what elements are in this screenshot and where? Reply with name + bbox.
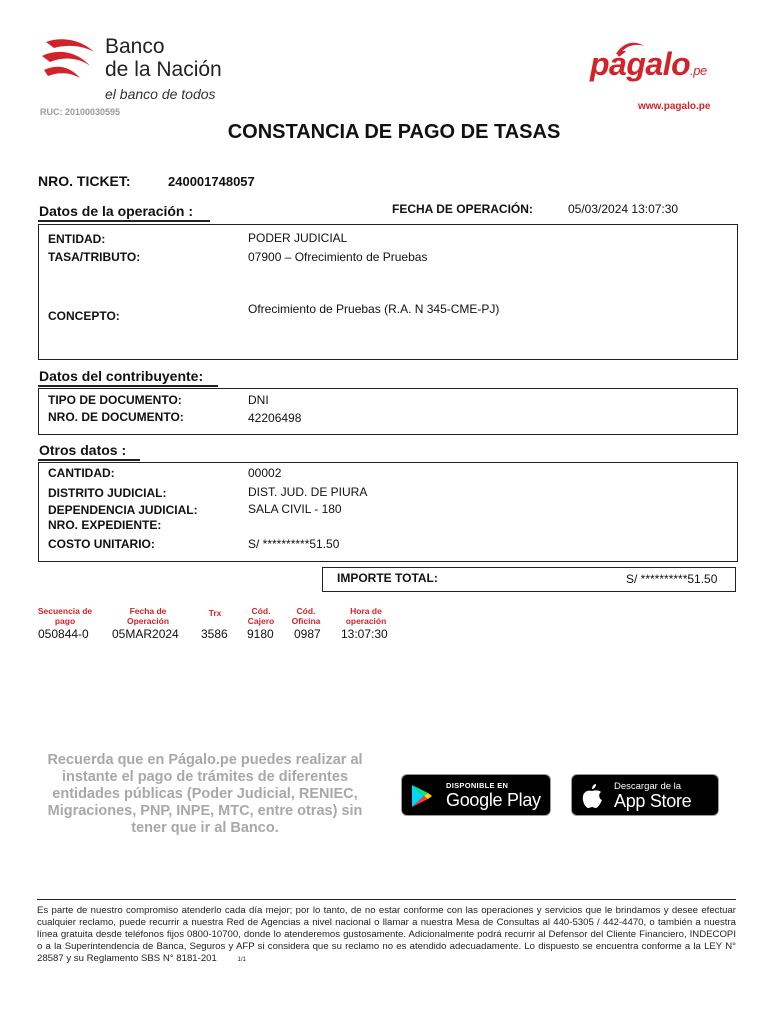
footer-disclaimer: Es parte de nuestro compromiso atenderlo cada día mejor; por lo tanto, de no estar conforme con las operaciones y servicios que le brindamos y desee efectuar cualquier reclamo, puede recurrir a nuestra Red de Agencias a nivel nacional o llamar a nuestra Mesa de Consultas al 440-5305 / 442-4470, o también a nuestra línea gratuita desde teléfonos fijos 0800-10700, donde lo atenderemos gustosamente. Adicionalmente podrá recurrir al Defensor del Cliente Financiero, INDECOPI o a la Superintendencia de Banca, Seguros y AFP si considera que su reclamo no es atendido adecuadamente. Lo dispuesto se encuentra conforme a la LEY N° 28587 y su Reglamento SBS N° 8181-201	[37, 905, 736, 964]
bank-slogan: el banco de todos	[105, 86, 216, 102]
pagalo-url-link[interactable]: www.pagalo.pe	[638, 101, 711, 112]
seq-header-oficina: Cód. Oficina	[291, 606, 321, 626]
concepto-label: CONCEPTO:	[48, 309, 120, 323]
apple-icon	[581, 783, 603, 809]
dependencia-label: DEPENDENCIA JUDICIAL:	[48, 503, 198, 517]
cantidad-value: 00002	[248, 466, 282, 480]
doc-type-label: TIPO DE DOCUMENTO:	[48, 393, 182, 407]
seq-header-secuencia: Secuencia de pago	[37, 606, 93, 626]
taxpayer-section-title: Datos del contribuyente:	[39, 368, 204, 384]
seq-value-hora: 13:07:30	[341, 627, 388, 641]
seq-header-trx: Trx	[208, 608, 222, 618]
footer-text	[37, 905, 736, 966]
page-number: 1/1	[237, 957, 246, 963]
google-play-small: DISPONIBLE EN	[446, 781, 509, 790]
total-value: S/ **********51.50	[626, 572, 718, 586]
ticket-number: 240001748057	[168, 174, 255, 189]
entidad-label: ENTIDAD:	[48, 232, 106, 246]
concepto-value: Ofrecimiento de Pruebas (R.A. N 345-CME-PJ)	[248, 302, 500, 316]
operation-box	[38, 224, 738, 360]
pagalo-brand: págalo	[590, 46, 691, 82]
promo-text: Recuerda que en Págalo.pe puedes realizar al instante el pago de trámites de diferentes entidades públicas (Poder Judicial, RENIEC, Migraciones, PNP, INPE, MTC, entre otras) sin tener que ir al Banco.	[47, 752, 363, 836]
tasa-label: TASA/TRIBUTO:	[48, 250, 141, 264]
ruc-text: RUC: 20100030595	[40, 107, 121, 117]
google-play-button[interactable]	[401, 774, 551, 816]
seq-header-cajero: Cód. Cajero	[247, 606, 275, 626]
costo-label: COSTO UNITARIO:	[48, 537, 155, 551]
doc-number-value: 42206498	[248, 411, 302, 425]
doc-type-value: DNI	[248, 393, 269, 407]
seq-value-cajero: 9180	[247, 627, 274, 641]
page-title: CONSTANCIA DE PAGO DE TASAS	[227, 121, 561, 143]
seq-value-trx: 3586	[201, 627, 228, 641]
distrito-label: DISTRITO JUDICIAL:	[48, 486, 167, 500]
entidad-value: PODER JUDICIAL	[248, 231, 348, 245]
footer-divider	[37, 899, 736, 900]
distrito-value: DIST. JUD. DE PIURA	[248, 485, 368, 499]
operation-section-title: Datos de la operación :	[39, 203, 194, 219]
taxpayer-section-underline	[38, 385, 218, 387]
cantidad-label: CANTIDAD:	[48, 466, 115, 480]
bank-name-line2: de la Nación	[105, 58, 222, 81]
doc-number-label: NRO. DE DOCUMENTO:	[48, 410, 184, 424]
google-play-icon	[411, 784, 433, 808]
bank-logo-mark-icon	[40, 36, 100, 82]
seq-header-fecha: Fecha de Operación	[126, 606, 170, 626]
seq-value-secuencia: 050844-0	[38, 627, 89, 641]
seq-value-fecha: 05MAR2024	[112, 627, 179, 641]
costo-value: S/ **********51.50	[248, 537, 340, 551]
app-store-small: Descargar de la	[614, 781, 682, 792]
operation-date-label: FECHA DE OPERACIÓN:	[392, 202, 533, 216]
other-section-underline	[38, 459, 140, 461]
tasa-value: 07900 – Ofrecimiento de Pruebas	[248, 250, 428, 264]
app-store-big: App Store	[614, 791, 692, 811]
ticket-label: NRO. TICKET:	[38, 173, 131, 189]
operation-date-value: 05/03/2024 13:07:30	[568, 202, 679, 216]
other-section-title: Otros datos :	[39, 442, 127, 458]
dependencia-value: SALA CIVIL - 180	[248, 502, 342, 516]
bank-name-line1: Banco	[105, 35, 165, 58]
operation-section-underline	[38, 220, 210, 222]
total-label: IMPORTE TOTAL:	[337, 571, 438, 585]
expediente-label: NRO. EXPEDIENTE:	[48, 518, 162, 532]
google-play-big: Google Play	[446, 790, 541, 810]
pagalo-suffix: .pe	[690, 63, 707, 78]
seq-value-oficina: 0987	[294, 627, 321, 641]
seq-header-hora: Hora de operación	[345, 606, 387, 626]
app-store-button[interactable]	[571, 774, 719, 816]
